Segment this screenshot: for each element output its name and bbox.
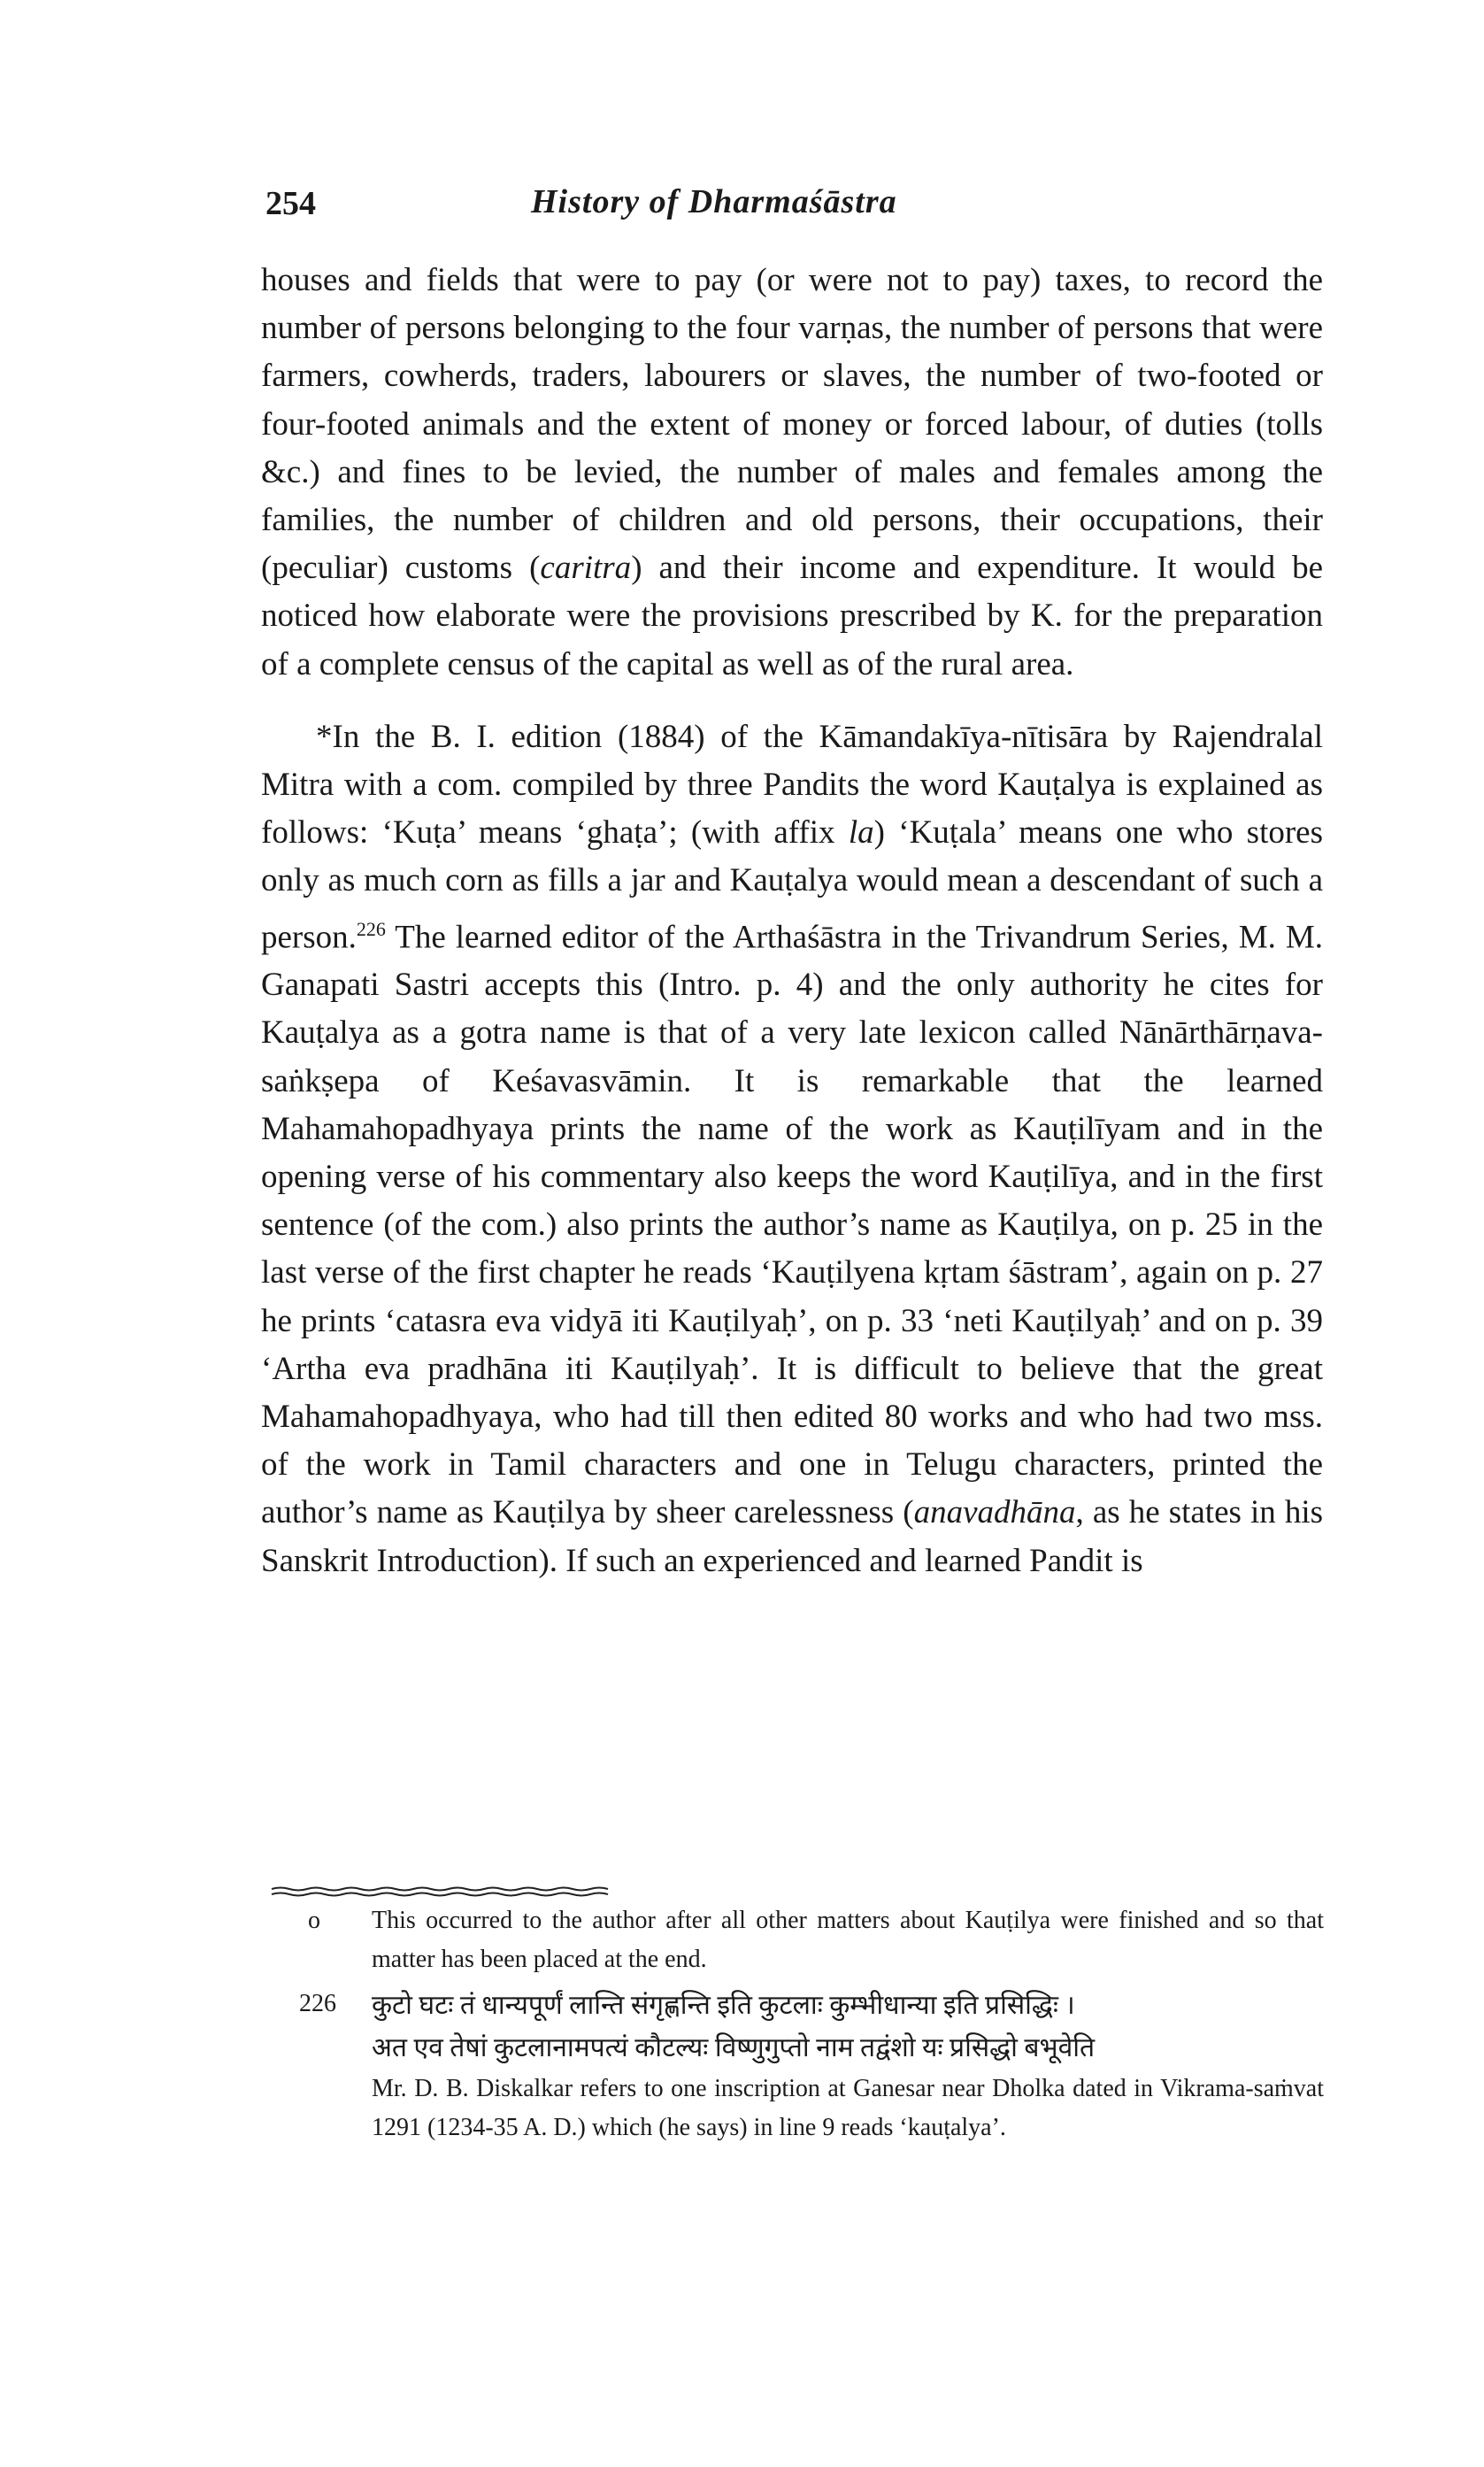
devanagari-line: अत एव तेषां कुटलानामपत्यं कौटल्यः विष्णुगुप्तो नाम तद्वंशो यः प्रसिद्धो बभूवेति [372, 2033, 1096, 2062]
main-text [261, 257, 1323, 1585]
italic-term: caritra [540, 550, 632, 587]
paragraph-text: *In the B. I. edition (1884) of the Kāmandakīya-nītisāra by Rajendralal Mitra with a com. compiled by three Pandits the word Kauṭalya is explained as follows: ‘Kuṭa’ means ‘ghaṭa’; (with affix [261, 718, 1323, 852]
paragraph-text: ) ‘Kuṭala’ means one who stores only as much corn as fills a jar and Kauṭalya would mean a descendant of such a person. [261, 814, 1323, 955]
italic-term: la [848, 814, 874, 852]
paragraph-text: ) and their income and expenditure. It would be noticed how elaborate were the provisions prescribed by K. for the preparation of a complete census of the capital as well as of the rural area. [261, 550, 1323, 682]
paragraph-text: The learned editor of the Arthaśāstra in the Trivandrum Series, M. M. Ganapati Sastri accepts this (Intro. p. 4) and the only authority he cites for Kauṭalya as a gotra name is that of a very late lexicon called Nānārthārṇava-saṅkṣepa of Keśavasvāmin. It is remarkable that the learned Mahamahopadhyaya prints the name of the work as Kauṭilīyam and in the opening verse of his commentary also keeps the word Kauṭilīya, and in the first sentence (of the com.) also prints the author’s name as Kauṭilya, on p. 25 in the last verse of the first chapter he reads ‘Kauṭilyena kṛtam śāstram’, again on p. 27 he prints ‘catasra eva vidyā iti Kauṭilyaḥ’, on p. 33 ‘neti Kauṭilyaḥ’ and on p. 39 ‘Artha eva pradhāna iti Kauṭilyaḥ’. It is difficult to believe that the great Mahamahopadhyaya, who had till then edited 80 works and who had two mss. of the work in Tamil characters and one in Telugu characters, printed the author’s name as Kauṭilya by sheer carelessness ( [261, 918, 1323, 1531]
paragraph-text: houses and fields that were to pay (or were not to pay) taxes, to record the number of persons belonging to the four varṇas, the number of persons that were farmers, cowherds, traders, labourers or slaves, the number of two-footed or four-footed animals and the extent of money or forced labour, of duties (tolls &c.) and fines to be levied, the number of males and females among the families, the number of children and old persons, their occupations, their (peculiar) customs ( [261, 262, 1323, 587]
footnote-mark: o [308, 1907, 320, 1934]
footnote-text: This occurred to the author after all other matters about Kauṭilya were finished and so that matter has been placed at the end. [372, 1907, 1324, 1973]
footnote-number: 226 [299, 1990, 336, 2017]
footnote-226 [299, 1985, 1324, 2147]
paragraph-text: , as he states in his Sanskrit Introduction). If such an experienced and learned Pandit is [261, 1494, 1323, 1579]
footnote-o [308, 1901, 1324, 1979]
italic-term: anavadhāna [913, 1494, 1076, 1531]
page-header [265, 177, 1345, 230]
footnotes [299, 1901, 1324, 2147]
paragraph-kautalya [261, 713, 1323, 1585]
paragraph-census [261, 257, 1323, 689]
footnote-text: Mr. D. B. Diskalkar refers to one inscription at Ganesar near Dholka dated in Vikrama-saṁvat 1291 (1234-35 A. D.) which (he says) in line 9 reads ‘kauṭalya’. [372, 2075, 1324, 2141]
footnote-reference[interactable]: 226 [356, 917, 386, 940]
devanagari-line: कुटो घटः तं धान्यपूर्णं लान्ति संगृह्णन्ति इति कुटलाः कुम्भीधान्या इति प्रसिद्धिः । [372, 1991, 1075, 2020]
page-number: 254 [265, 185, 316, 222]
running-title: History of Dharmaśāstra [531, 183, 897, 220]
footnote-rule [270, 1885, 611, 1898]
